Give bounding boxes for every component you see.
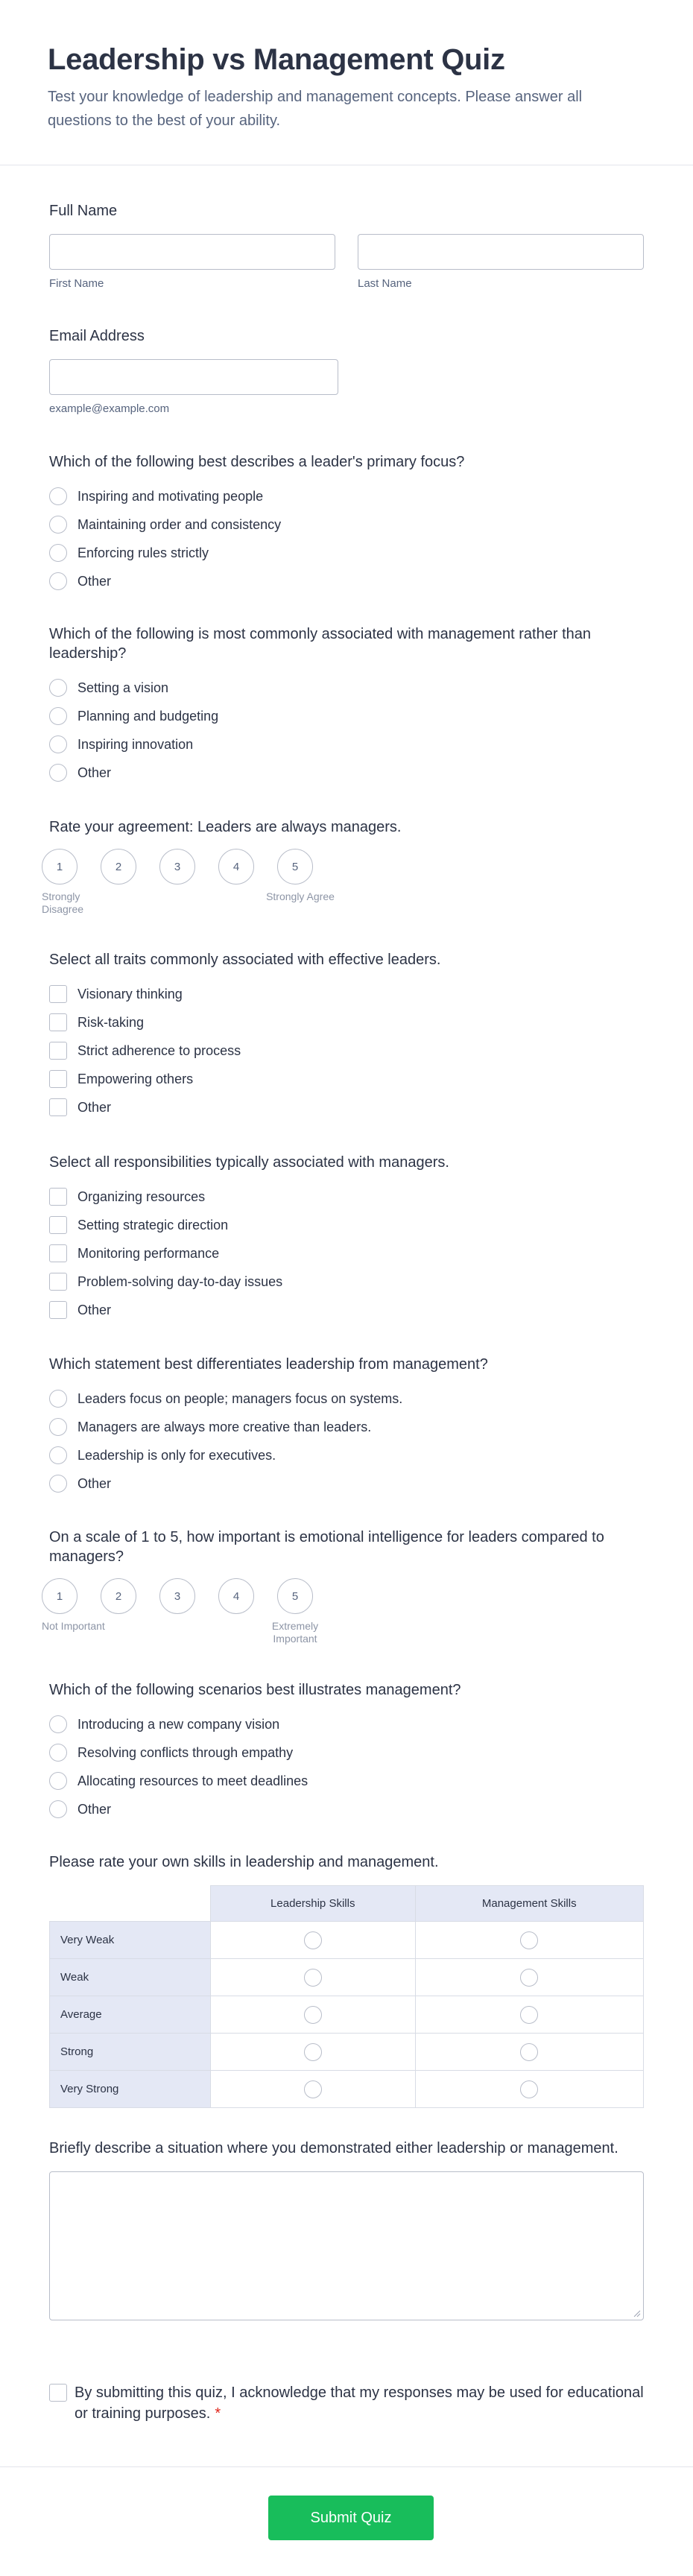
matrix-column-header: Leadership Skills <box>211 1886 416 1922</box>
question-skills-matrix <box>49 1852 644 2108</box>
radio-option[interactable] <box>49 1441 644 1469</box>
email-field <box>49 326 644 415</box>
radio-option[interactable] <box>49 1710 644 1738</box>
question-label: Which of the following scenarios best illustrates management? <box>49 1682 461 1698</box>
option-label: Managers are always more creative than leaders. <box>77 1419 372 1434</box>
required-asterisk: * <box>215 2405 221 2422</box>
option-label: Inspiring innovation <box>77 736 194 752</box>
matrix-row <box>50 1959 644 1996</box>
checkbox[interactable] <box>49 1070 67 1088</box>
matrix-row-label: Very Weak <box>50 1922 211 1959</box>
question-label: Select all responsibilities typically associated with managers. <box>49 1154 449 1171</box>
question-label: Which statement best differentiates leadership from management? <box>49 1356 488 1373</box>
matrix-row-label: Strong <box>50 2034 211 2071</box>
option-label: Planning and budgeting <box>77 708 219 724</box>
checkbox-option[interactable] <box>49 1183 644 1211</box>
radio-button[interactable] <box>49 544 67 562</box>
checkbox[interactable] <box>49 1188 67 1206</box>
option-label: Enforcing rules strictly <box>77 545 209 560</box>
checkbox[interactable] <box>49 1301 67 1319</box>
radio-button[interactable] <box>49 1475 67 1493</box>
radio-button[interactable] <box>49 516 67 534</box>
radio-button[interactable] <box>49 487 67 505</box>
question-label: Which of the following best describes a leader's primary focus? <box>49 454 465 470</box>
option-label: Other <box>77 1801 112 1817</box>
matrix-row <box>50 1996 644 2034</box>
matrix-radio[interactable] <box>520 2043 538 2061</box>
question-management-association <box>49 624 644 787</box>
matrix-corner <box>50 1886 211 1922</box>
matrix-row-label: Very Strong <box>50 2071 211 2108</box>
radio-button[interactable] <box>49 1390 67 1408</box>
matrix-radio[interactable] <box>304 2080 322 2098</box>
scale-option-2[interactable]: 2 <box>101 1578 136 1614</box>
scale-option-1[interactable]: 1 <box>42 849 77 884</box>
matrix-radio[interactable] <box>304 2006 322 2024</box>
matrix-row <box>50 2034 644 2071</box>
first-name-input[interactable] <box>49 234 335 270</box>
radio-button[interactable] <box>49 572 67 590</box>
checkbox[interactable] <box>49 1098 67 1116</box>
matrix-column-header: Management Skills <box>415 1886 644 1922</box>
checkbox-option[interactable] <box>49 1268 644 1296</box>
radio-button[interactable] <box>49 1800 67 1818</box>
checkbox-option[interactable] <box>49 1239 644 1268</box>
radio-button[interactable] <box>49 735 67 753</box>
checkbox[interactable] <box>49 1013 67 1031</box>
question-leaders-managers-scale <box>42 817 644 916</box>
scale-option-1[interactable]: 1 <box>42 1578 77 1614</box>
scale-high-caption: Extremely Important <box>271 1620 319 1645</box>
option-label: Leadership is only for executives. <box>77 1447 276 1463</box>
option-label: Monitoring performance <box>77 1245 220 1261</box>
radio-option[interactable] <box>49 1384 644 1413</box>
matrix-radio[interactable] <box>304 2043 322 2061</box>
radio-button[interactable] <box>49 679 67 697</box>
checkbox-option[interactable] <box>49 1065 644 1093</box>
option-label: Risk-taking <box>77 1014 145 1030</box>
option-label: Visionary thinking <box>77 986 183 1001</box>
option-label: Strict adherence to process <box>77 1042 241 1058</box>
full-name-field <box>49 201 644 290</box>
matrix-row-label: Average <box>50 1996 211 2034</box>
full-name-label: Full Name <box>49 203 118 219</box>
question-management-scenario <box>49 1680 644 1823</box>
form-footer <box>0 2466 693 2576</box>
radio-option[interactable] <box>49 730 644 759</box>
checkbox-option[interactable] <box>49 1211 644 1239</box>
scale-high-caption: Strongly Agree <box>266 890 335 902</box>
matrix-radio[interactable] <box>304 1931 322 1949</box>
checkbox[interactable] <box>49 1273 67 1291</box>
consent-checkbox[interactable] <box>49 2384 67 2402</box>
radio-button[interactable] <box>49 1772 67 1790</box>
checkbox-option[interactable] <box>49 1037 644 1065</box>
scale-option-4[interactable]: 4 <box>218 1578 254 1614</box>
checkbox-option[interactable] <box>49 980 644 1008</box>
question-leader-focus <box>49 452 644 595</box>
question-differentiation <box>49 1355 644 1498</box>
radio-option[interactable] <box>49 539 644 567</box>
radio-option[interactable] <box>49 482 644 510</box>
checkbox-option[interactable] <box>49 1296 644 1324</box>
question-describe-situation <box>49 2139 644 2320</box>
email-sublabel: example@example.com <box>49 402 170 415</box>
radio-button[interactable] <box>49 1744 67 1762</box>
matrix-radio[interactable] <box>520 2006 538 2024</box>
radio-option[interactable] <box>49 702 644 730</box>
radio-option[interactable] <box>49 1795 644 1823</box>
matrix-radio[interactable] <box>520 1931 538 1949</box>
matrix-radio[interactable] <box>304 1969 322 1987</box>
scale-low-caption: Strongly Disagree <box>42 890 84 915</box>
option-label: Other <box>77 1302 112 1317</box>
checkbox[interactable] <box>49 1244 67 1262</box>
radio-button[interactable] <box>49 1715 67 1733</box>
consent-field <box>49 2382 644 2424</box>
page-title: Leadership vs Management Quiz <box>48 43 505 76</box>
option-label: Maintaining order and consistency <box>77 516 282 532</box>
question-emotional-intelligence-scale <box>42 1528 644 1645</box>
consent-text: By submitting this quiz, I acknowledge that my responses may be used for educational or training purposes. <box>75 2384 644 2422</box>
question-label: Please rate your own skills in leadership and management. <box>49 1854 439 1870</box>
option-label: Leaders focus on people; managers focus on systems. <box>77 1390 403 1406</box>
scale-option-4[interactable]: 4 <box>218 849 254 884</box>
submit-button[interactable]: Submit Quiz <box>268 2496 434 2540</box>
option-label: Resolving conflicts through empathy <box>77 1744 294 1760</box>
checkbox[interactable] <box>49 1042 67 1060</box>
radio-option[interactable] <box>49 1738 644 1767</box>
description-textarea[interactable] <box>49 2171 644 2320</box>
scale-option-2[interactable]: 2 <box>101 849 136 884</box>
radio-button[interactable] <box>49 764 67 782</box>
question-leader-traits <box>49 950 644 1121</box>
matrix-row <box>50 2071 644 2108</box>
question-label: Briefly describe a situation where you demonstrated either leadership or management. <box>49 2140 618 2156</box>
question-label: Select all traits commonly associated with effective leaders. <box>49 952 441 968</box>
option-label: Other <box>77 573 112 589</box>
scale-option-3[interactable]: 3 <box>159 1578 195 1614</box>
radio-button[interactable] <box>49 1418 67 1436</box>
scale-option-3[interactable]: 3 <box>159 849 195 884</box>
rating-matrix <box>49 1885 644 2108</box>
matrix-row-label: Weak <box>50 1959 211 1996</box>
radio-option[interactable] <box>49 567 644 595</box>
email-label: Email Address <box>49 328 145 344</box>
radio-option[interactable] <box>49 1413 644 1441</box>
email-input[interactable] <box>49 359 338 395</box>
consent-text-wrapper <box>75 2382 644 2424</box>
radio-option[interactable] <box>49 1767 644 1795</box>
radio-option[interactable] <box>49 510 644 539</box>
option-label: Problem-solving day-to-day issues <box>77 1273 283 1289</box>
checkbox[interactable] <box>49 1216 67 1234</box>
scale-option-5[interactable]: 5 <box>277 1578 313 1614</box>
checkbox-option[interactable] <box>49 1093 644 1121</box>
radio-option[interactable] <box>49 1469 644 1498</box>
option-label: Organizing resources <box>77 1189 206 1204</box>
question-label: Rate your agreement: Leaders are always managers. <box>49 819 402 835</box>
matrix-radio[interactable] <box>520 2080 538 2098</box>
form-header <box>0 0 693 165</box>
checkbox[interactable] <box>49 985 67 1003</box>
page-subtitle: Test your knowledge of leadership and management concepts. Please answer all questions to the best of your ability. <box>48 89 583 129</box>
radio-button[interactable] <box>49 707 67 725</box>
first-name-sublabel: First Name <box>49 277 104 290</box>
option-label: Introducing a new company vision <box>77 1716 280 1732</box>
checkbox-option[interactable] <box>49 1008 644 1037</box>
option-label: Other <box>77 765 112 780</box>
option-label: Inspiring and motivating people <box>77 488 264 504</box>
last-name-sublabel: Last Name <box>358 277 412 290</box>
resize-handle-icon[interactable] <box>633 2310 641 2317</box>
radio-option[interactable] <box>49 759 644 787</box>
option-label: Setting strategic direction <box>77 1217 229 1232</box>
scale-option-5[interactable]: 5 <box>277 849 313 884</box>
scale-low-caption: Not Important <box>42 1620 105 1632</box>
option-label: Empowering others <box>77 1071 194 1086</box>
option-label: Other <box>77 1475 112 1491</box>
question-manager-responsibilities <box>49 1153 644 1324</box>
radio-option[interactable] <box>49 674 644 702</box>
matrix-radio[interactable] <box>520 1969 538 1987</box>
matrix-row <box>50 1922 644 1959</box>
last-name-input[interactable] <box>358 234 644 270</box>
option-label: Other <box>77 1099 112 1115</box>
question-label: Which of the following is most commonly associated with management rather than leadership? <box>49 626 592 662</box>
option-label: Setting a vision <box>77 680 169 695</box>
question-label: On a scale of 1 to 5, how important is emotional intelligence for leaders compared to managers? <box>49 1529 604 1565</box>
radio-button[interactable] <box>49 1446 67 1464</box>
option-label: Allocating resources to meet deadlines <box>77 1773 308 1788</box>
